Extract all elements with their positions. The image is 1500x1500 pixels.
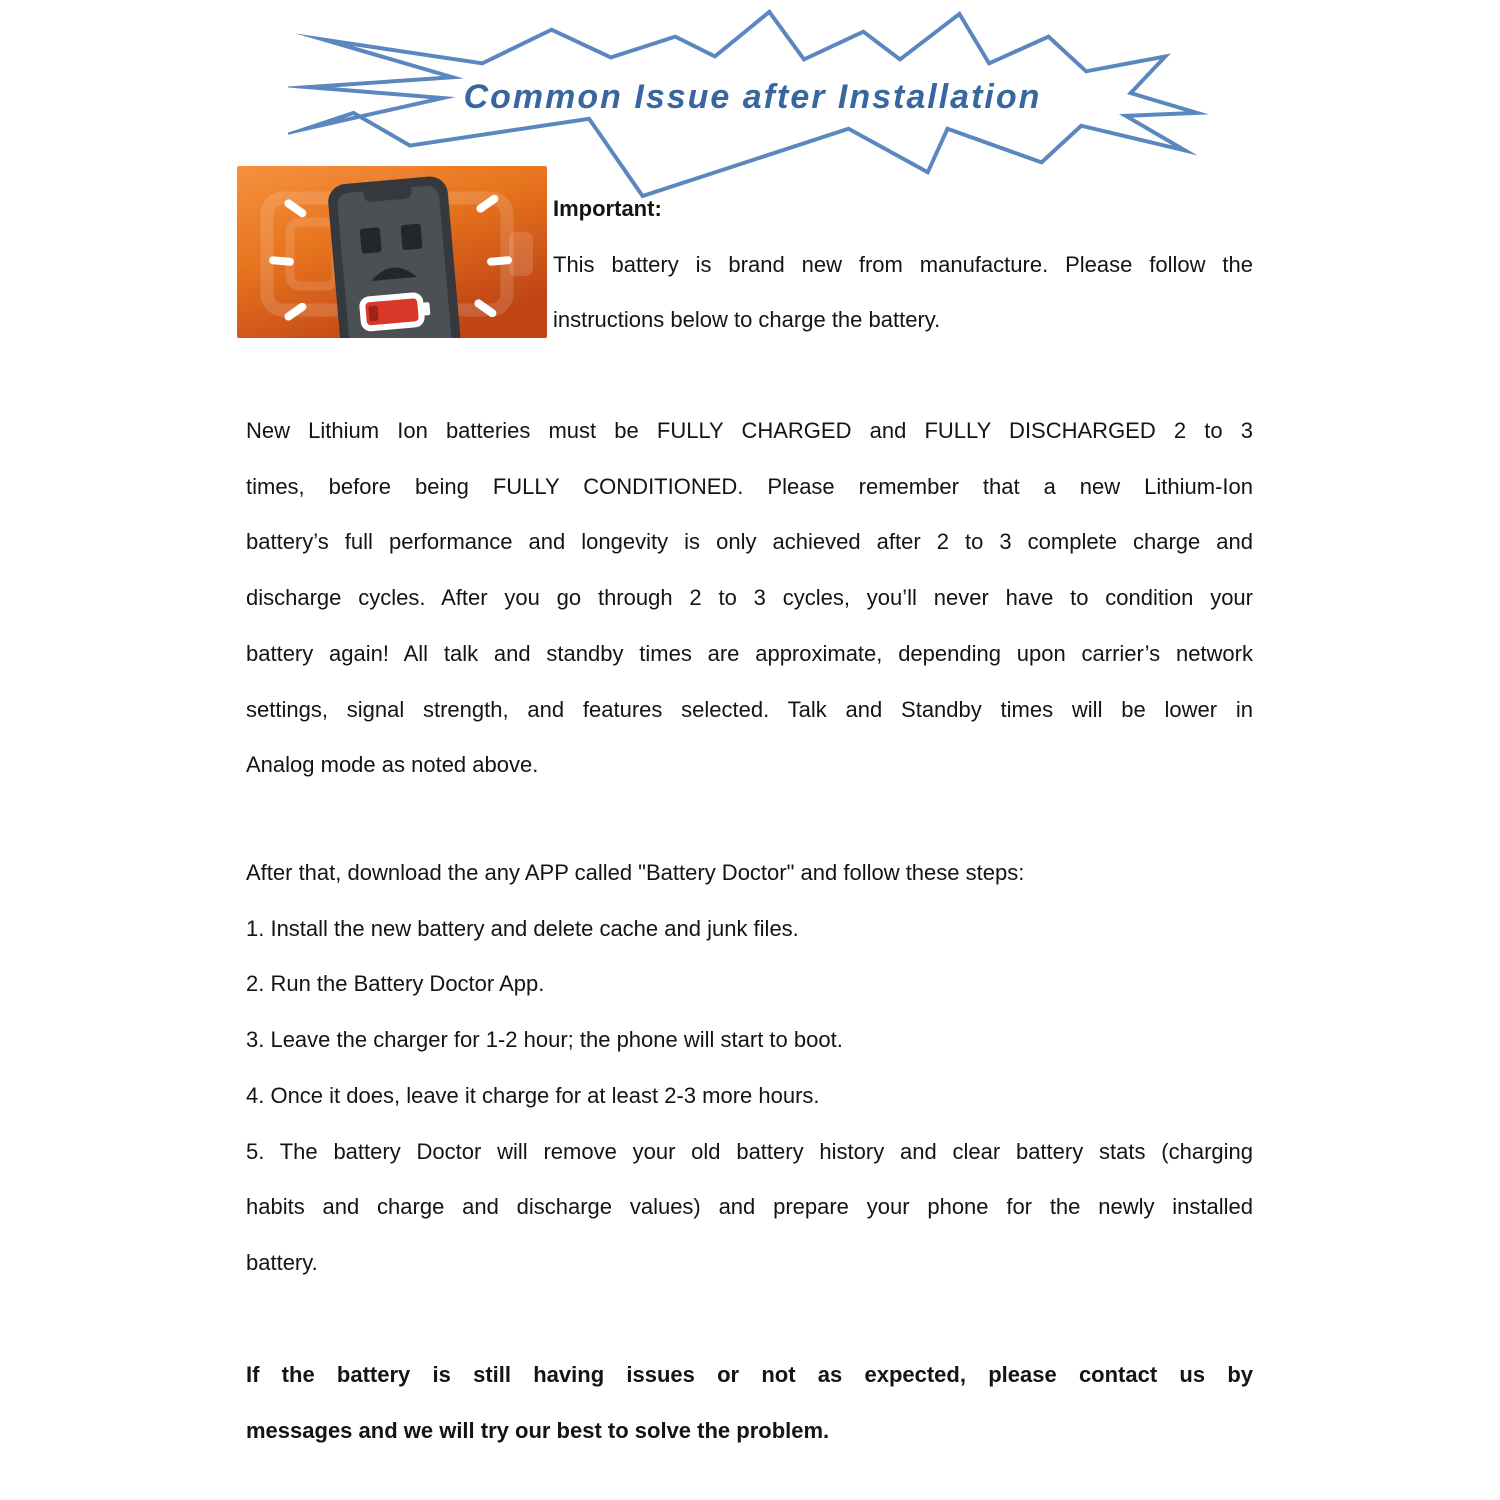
- text-line: 1. Install the new battery and delete cache and junk files.: [246, 915, 799, 941]
- step-5-text: [246, 1124, 1253, 1291]
- page-title: Common Issue after Installation: [463, 78, 1042, 116]
- steps-list: [246, 901, 1253, 1124]
- text-line: 4. Once it does, leave it charge for at least 2-3 more hours.: [246, 1082, 820, 1108]
- text-line: 3. Leave the charger for 1-2 hour; the phone will start to boot.: [246, 1027, 843, 1053]
- text-line: instructions below to charge the battery.: [553, 307, 941, 333]
- text-line: New Lithium Ion batteries must be FULLY CHARGED and FULLY DISCHARGED 2 to 3: [246, 418, 1253, 443]
- low-battery-phone-icon: [237, 166, 547, 338]
- text-line: battery’s full performance and longevity is only achieved after 2 to 3 complete charge and: [246, 529, 1253, 555]
- contact-note: [246, 1347, 1253, 1458]
- steps-intro: After that, download the any APP called "Battery Doctor" and follow these steps:: [246, 860, 1025, 885]
- important-section: [553, 181, 1253, 348]
- important-heading: Important:: [553, 196, 662, 221]
- low-battery-icon: [362, 294, 431, 329]
- important-text: [553, 237, 1253, 348]
- text-line: battery.: [246, 1249, 318, 1275]
- text-line: habits and charge and discharge values) and prepare your phone for the newly installed: [246, 1194, 1253, 1220]
- low-battery-phone-image: [237, 166, 547, 338]
- text-line: battery again! All talk and standby times are approximate, depending upon carrier’s network: [246, 640, 1253, 666]
- steps-section: [246, 845, 1253, 1291]
- text-line: messages and we will try our best to solve the problem.: [246, 1417, 830, 1443]
- text-line: If the battery is still having issues or not as expected, please contact us by: [246, 1362, 1253, 1387]
- text-line: times, before being FULLY CONDITIONED. Please remember that a new Lithium-Ion: [246, 473, 1253, 499]
- text-line: Analog mode as noted above.: [246, 752, 539, 778]
- sad-phone-icon: [327, 175, 463, 338]
- conditioning-paragraph: [246, 403, 1253, 793]
- text-line: 2. Run the Battery Doctor App.: [246, 971, 545, 997]
- text-line: settings, signal strength, and features selected. Talk and Standby times will be lower in: [246, 696, 1253, 722]
- text-line: discharge cycles. After you go through 2 to 3 cycles, you’ll never have to condition your: [246, 585, 1253, 611]
- text-line: This battery is brand new from manufacture. Please follow the: [553, 251, 1253, 277]
- text-line: 5. The battery Doctor will remove your old battery history and clear battery stats (charging: [246, 1138, 1253, 1164]
